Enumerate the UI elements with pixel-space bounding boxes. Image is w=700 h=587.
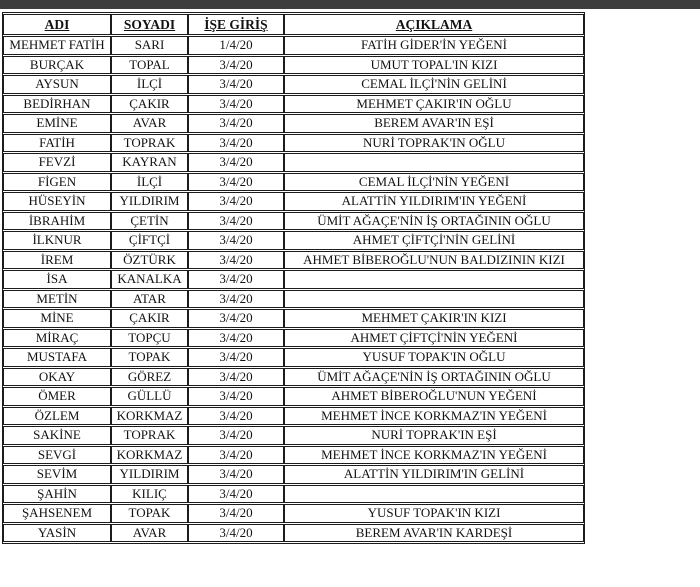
cell-aciklama: MEHMET İNCE KORKMAZ'IN YEĞENİ — [284, 407, 584, 426]
table-row — [3, 114, 584, 133]
cell-ise-giris: 3/4/20 — [188, 465, 284, 484]
cell-adi: SAKİNE — [3, 426, 111, 445]
table-row — [3, 387, 584, 406]
cell-soyadi: TOPÇU — [111, 329, 188, 348]
cell-ise-giris: 3/4/20 — [188, 485, 284, 504]
cell-ise-giris: 3/4/20 — [188, 212, 284, 231]
column-header-aciklama: AÇIKLAMA — [284, 14, 584, 35]
cell-adi: İLKNUR — [3, 231, 111, 250]
cell-aciklama: CEMAL İLÇİ'NİN GELİNİ — [284, 75, 584, 94]
cell-ise-giris: 3/4/20 — [188, 251, 284, 270]
cell-aciklama — [284, 153, 584, 172]
table-row — [3, 36, 584, 55]
cell-adi: FATİH — [3, 134, 111, 153]
cell-adi: AYSUN — [3, 75, 111, 94]
cell-ise-giris: 3/4/20 — [188, 75, 284, 94]
cell-aciklama: MEHMET ÇAKIR'IN KIZI — [284, 309, 584, 328]
cell-soyadi: SARI — [111, 36, 188, 55]
cell-aciklama: AHMET ÇİFTÇİ'NİN GELİNİ — [284, 231, 584, 250]
cell-soyadi: ATAR — [111, 290, 188, 309]
cell-aciklama — [284, 485, 584, 504]
cell-adi: FİGEN — [3, 173, 111, 192]
table-row — [3, 95, 584, 114]
cell-ise-giris: 3/4/20 — [188, 270, 284, 289]
cell-soyadi: YILDIRIM — [111, 192, 188, 211]
cell-aciklama: ÜMİT AĞAÇE'NİN İŞ ORTAĞININ OĞLU — [284, 368, 584, 387]
cell-soyadi: TOPRAK — [111, 426, 188, 445]
cell-soyadi: KORKMAZ — [111, 407, 188, 426]
cell-ise-giris: 3/4/20 — [188, 446, 284, 465]
cell-soyadi: TOPAL — [111, 56, 188, 75]
table-row — [3, 270, 584, 289]
cell-adi: MİNE — [3, 309, 111, 328]
cell-soyadi: AVAR — [111, 114, 188, 133]
cell-adi: İSA — [3, 270, 111, 289]
cell-adi: ÖZLEM — [3, 407, 111, 426]
cell-ise-giris: 3/4/20 — [188, 192, 284, 211]
cell-aciklama: BEREM AVAR'IN KARDEŞİ — [284, 524, 584, 543]
cell-soyadi: GÜLLÜ — [111, 387, 188, 406]
cell-ise-giris: 3/4/20 — [188, 368, 284, 387]
cell-ise-giris: 3/4/20 — [188, 173, 284, 192]
cell-aciklama — [284, 270, 584, 289]
cell-ise-giris: 3/4/20 — [188, 56, 284, 75]
table-row — [3, 465, 584, 484]
cell-soyadi: ÖZTÜRK — [111, 251, 188, 270]
table-row — [3, 134, 584, 153]
cell-adi: İBRAHİM — [3, 212, 111, 231]
cell-aciklama: ALATTİN YILDIRIM'IN YEĞENİ — [284, 192, 584, 211]
cell-adi: BURÇAK — [3, 56, 111, 75]
table-row — [3, 348, 584, 367]
table-row — [3, 231, 584, 250]
top-bar — [0, 0, 700, 9]
cell-adi: İREM — [3, 251, 111, 270]
table-row — [3, 290, 584, 309]
cell-soyadi: ÇİFTÇİ — [111, 231, 188, 250]
cell-soyadi: TOPAK — [111, 348, 188, 367]
cell-ise-giris: 3/4/20 — [188, 134, 284, 153]
table-row — [3, 212, 584, 231]
cell-adi: ŞAHİN — [3, 485, 111, 504]
cell-aciklama: YUSUF TOPAK'IN OĞLU — [284, 348, 584, 367]
table-row — [3, 75, 584, 94]
cell-aciklama — [284, 290, 584, 309]
cell-ise-giris: 3/4/20 — [188, 426, 284, 445]
cell-aciklama: MEHMET İNCE KORKMAZ'IN YEĞENİ — [284, 446, 584, 465]
cell-soyadi: KILIÇ — [111, 485, 188, 504]
cell-aciklama: NURİ TOPRAK'IN OĞLU — [284, 134, 584, 153]
cell-ise-giris: 3/4/20 — [188, 387, 284, 406]
table-row — [3, 251, 584, 270]
cell-adi: HÜSEYİN — [3, 192, 111, 211]
cell-ise-giris: 3/4/20 — [188, 504, 284, 523]
cell-ise-giris: 3/4/20 — [188, 329, 284, 348]
employee-table — [2, 12, 585, 544]
cell-aciklama: ALATTİN YILDIRIM'IN GELİNİ — [284, 465, 584, 484]
table-row — [3, 56, 584, 75]
cell-adi: METİN — [3, 290, 111, 309]
table-row — [3, 329, 584, 348]
cell-soyadi: KORKMAZ — [111, 446, 188, 465]
cell-adi: MUSTAFA — [3, 348, 111, 367]
cell-soyadi: ÇAKIR — [111, 95, 188, 114]
column-header-adi: ADI — [3, 14, 111, 35]
column-header-soyadi: SOYADI — [111, 14, 188, 35]
cell-adi: MİRAÇ — [3, 329, 111, 348]
cell-soyadi: TOPRAK — [111, 134, 188, 153]
table-row — [3, 173, 584, 192]
cell-aciklama: AHMET ÇİFTÇİ'NİN YEĞENİ — [284, 329, 584, 348]
cell-adi: SEVİM — [3, 465, 111, 484]
table-row — [3, 524, 584, 543]
cell-adi: BEDİRHAN — [3, 95, 111, 114]
cell-soyadi: İLÇİ — [111, 173, 188, 192]
cell-aciklama: CEMAL İLÇİ'NİN YEĞENİ — [284, 173, 584, 192]
cell-ise-giris: 3/4/20 — [188, 95, 284, 114]
cell-ise-giris: 3/4/20 — [188, 407, 284, 426]
cell-soyadi: KAYRAN — [111, 153, 188, 172]
table-row — [3, 368, 584, 387]
cell-adi: FEVZİ — [3, 153, 111, 172]
cell-ise-giris: 3/4/20 — [188, 290, 284, 309]
cell-soyadi: GÖREZ — [111, 368, 188, 387]
cell-ise-giris: 3/4/20 — [188, 524, 284, 543]
cell-adi: EMİNE — [3, 114, 111, 133]
cell-soyadi: ÇAKIR — [111, 309, 188, 328]
cell-adi: OKAY — [3, 368, 111, 387]
cell-aciklama: FATİH GİDER'İN YEĞENİ — [284, 36, 584, 55]
cell-soyadi: YILDIRIM — [111, 465, 188, 484]
cell-ise-giris: 3/4/20 — [188, 114, 284, 133]
table-body — [3, 36, 584, 542]
cell-ise-giris: 3/4/20 — [188, 348, 284, 367]
cell-ise-giris: 3/4/20 — [188, 153, 284, 172]
cell-soyadi: TOPAK — [111, 504, 188, 523]
cell-soyadi: ÇETİN — [111, 212, 188, 231]
table-row — [3, 485, 584, 504]
cell-aciklama: MEHMET ÇAKIR'IN OĞLU — [284, 95, 584, 114]
cell-aciklama: ÜMİT AĞAÇE'NİN İŞ ORTAĞININ OĞLU — [284, 212, 584, 231]
table-row — [3, 309, 584, 328]
table-row — [3, 446, 584, 465]
cell-adi: MEHMET FATİH — [3, 36, 111, 55]
table-row — [3, 192, 584, 211]
cell-aciklama: BEREM AVAR'IN EŞİ — [284, 114, 584, 133]
cell-aciklama: UMUT TOPAL'IN KIZI — [284, 56, 584, 75]
cell-aciklama: NURİ TOPRAK'IN EŞİ — [284, 426, 584, 445]
cell-adi: SEVGİ — [3, 446, 111, 465]
cell-soyadi: KANALKA — [111, 270, 188, 289]
column-header-ise-giris: İŞE GİRİŞ — [188, 14, 284, 35]
cell-soyadi: İLÇİ — [111, 75, 188, 94]
table-row — [3, 504, 584, 523]
cell-aciklama: AHMET BİBEROĞLU'NUN BALDIZININ KIZI — [284, 251, 584, 270]
table-row — [3, 426, 584, 445]
cell-soyadi: AVAR — [111, 524, 188, 543]
header-row — [3, 14, 584, 35]
cell-ise-giris: 1/4/20 — [188, 36, 284, 55]
cell-adi: ÖMER — [3, 387, 111, 406]
cell-aciklama: YUSUF TOPAK'IN KIZI — [284, 504, 584, 523]
cell-ise-giris: 3/4/20 — [188, 309, 284, 328]
table-row — [3, 407, 584, 426]
table-row — [3, 153, 584, 172]
cell-adi: ŞAHSENEM — [3, 504, 111, 523]
cell-aciklama: AHMET BİBEROĞLU'NUN YEĞENİ — [284, 387, 584, 406]
cell-adi: YASİN — [3, 524, 111, 543]
cell-ise-giris: 3/4/20 — [188, 231, 284, 250]
